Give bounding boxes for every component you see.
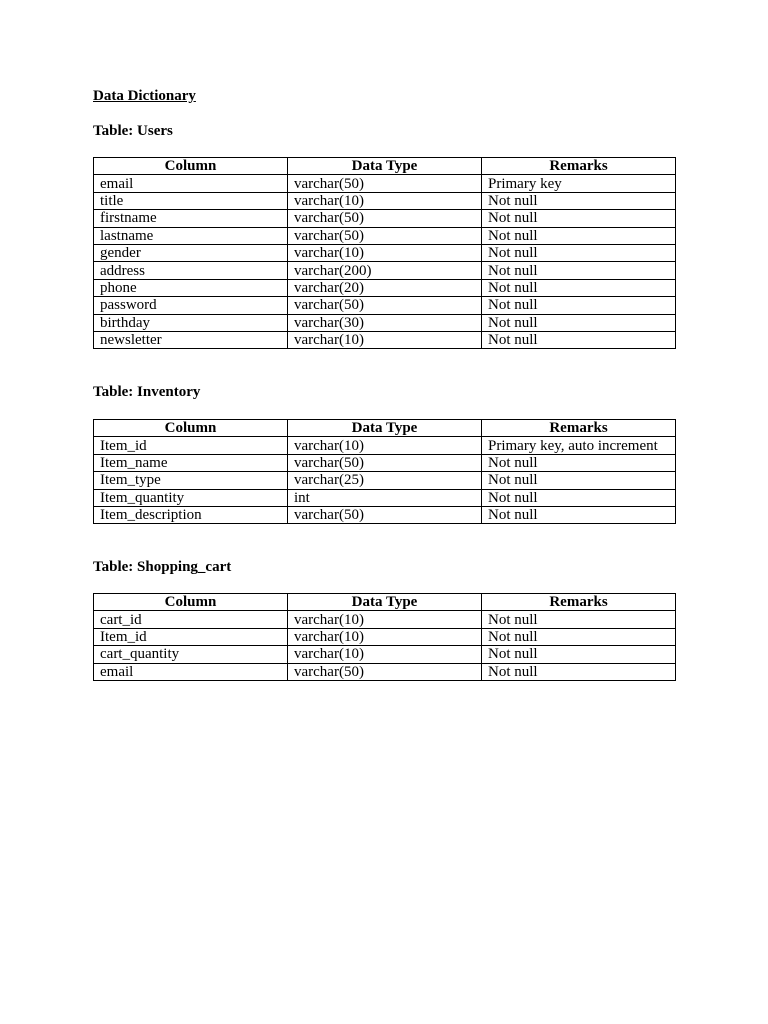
table-row (94, 331, 676, 348)
column-name-cell: address (94, 262, 288, 279)
column-name-cell: Item_name (94, 454, 288, 471)
remarks-cell: Not null (482, 210, 676, 227)
data-type-cell: varchar(50) (288, 227, 482, 244)
table-row (94, 297, 676, 314)
table-row (94, 314, 676, 331)
table-row (94, 210, 676, 227)
column-name-cell: cart_quantity (94, 646, 288, 663)
data-type-cell: varchar(50) (288, 454, 482, 471)
column-name-cell: email (94, 663, 288, 680)
remarks-header: Remarks (482, 158, 676, 175)
remarks-cell: Not null (482, 227, 676, 244)
table-row (94, 262, 676, 279)
column-name-cell: cart_id (94, 611, 288, 628)
table-row (94, 227, 676, 244)
column-name-cell: Item_quantity (94, 489, 288, 506)
data-type-cell: int (288, 489, 482, 506)
data-type-cell: varchar(10) (288, 437, 482, 454)
data-type-cell: varchar(50) (288, 663, 482, 680)
remarks-cell: Not null (482, 279, 676, 296)
table-row (94, 628, 676, 645)
remarks-cell: Not null (482, 611, 676, 628)
table-heading-shopping-cart: Table: Shopping_cart (93, 559, 232, 575)
data-type-cell: varchar(50) (288, 506, 482, 523)
table-row (94, 506, 676, 523)
remarks-cell: Not null (482, 244, 676, 261)
remarks-cell: Not null (482, 262, 676, 279)
data-type-cell: varchar(50) (288, 297, 482, 314)
data-type-cell: varchar(10) (288, 331, 482, 348)
shopping-cart-table (93, 593, 676, 681)
remarks-cell: Not null (482, 663, 676, 680)
data-type-cell: varchar(20) (288, 279, 482, 296)
table-row (94, 279, 676, 296)
column-name-cell: birthday (94, 314, 288, 331)
remarks-cell: Not null (482, 628, 676, 645)
table-heading-inventory: Table: Inventory (93, 384, 201, 400)
column-header: Column (94, 158, 288, 175)
column-name-cell: phone (94, 279, 288, 296)
column-header: Column (94, 420, 288, 437)
column-name-cell: lastname (94, 227, 288, 244)
table-row (94, 437, 676, 454)
remarks-cell: Primary key, auto increment (482, 437, 676, 454)
table-header-row (94, 158, 676, 175)
document-title: Data Dictionary (93, 88, 196, 104)
column-name-cell: newsletter (94, 331, 288, 348)
table-header-row (94, 594, 676, 611)
remarks-header: Remarks (482, 594, 676, 611)
remarks-cell: Not null (482, 489, 676, 506)
column-name-cell: Item_description (94, 506, 288, 523)
remarks-cell: Not null (482, 331, 676, 348)
remarks-cell: Not null (482, 192, 676, 209)
data-type-cell: varchar(10) (288, 192, 482, 209)
column-name-cell: password (94, 297, 288, 314)
data-type-cell: varchar(30) (288, 314, 482, 331)
data-type-header: Data Type (288, 158, 482, 175)
remarks-cell: Not null (482, 454, 676, 471)
column-name-cell: Item_id (94, 628, 288, 645)
remarks-cell: Not null (482, 297, 676, 314)
column-header: Column (94, 594, 288, 611)
table-header-row (94, 420, 676, 437)
column-name-cell: firstname (94, 210, 288, 227)
table-row (94, 192, 676, 209)
remarks-cell: Not null (482, 506, 676, 523)
table-row (94, 611, 676, 628)
column-name-cell: gender (94, 244, 288, 261)
data-type-cell: varchar(10) (288, 628, 482, 645)
table-row (94, 646, 676, 663)
data-type-cell: varchar(50) (288, 210, 482, 227)
table-heading-users: Table: Users (93, 123, 173, 139)
remarks-cell: Not null (482, 646, 676, 663)
data-type-cell: varchar(25) (288, 472, 482, 489)
column-name-cell: title (94, 192, 288, 209)
table-row (94, 663, 676, 680)
inventory-table (93, 419, 676, 524)
users-table (93, 157, 676, 349)
remarks-cell: Not null (482, 314, 676, 331)
data-type-header: Data Type (288, 420, 482, 437)
remarks-header: Remarks (482, 420, 676, 437)
data-type-cell: varchar(10) (288, 646, 482, 663)
table-row (94, 489, 676, 506)
data-type-cell: varchar(10) (288, 611, 482, 628)
column-name-cell: email (94, 175, 288, 192)
column-name-cell: Item_type (94, 472, 288, 489)
data-type-header: Data Type (288, 594, 482, 611)
remarks-cell: Primary key (482, 175, 676, 192)
table-row (94, 175, 676, 192)
table-row (94, 472, 676, 489)
remarks-cell: Not null (482, 472, 676, 489)
table-row (94, 244, 676, 261)
data-type-cell: varchar(200) (288, 262, 482, 279)
data-type-cell: varchar(10) (288, 244, 482, 261)
data-type-cell: varchar(50) (288, 175, 482, 192)
column-name-cell: Item_id (94, 437, 288, 454)
table-row (94, 454, 676, 471)
